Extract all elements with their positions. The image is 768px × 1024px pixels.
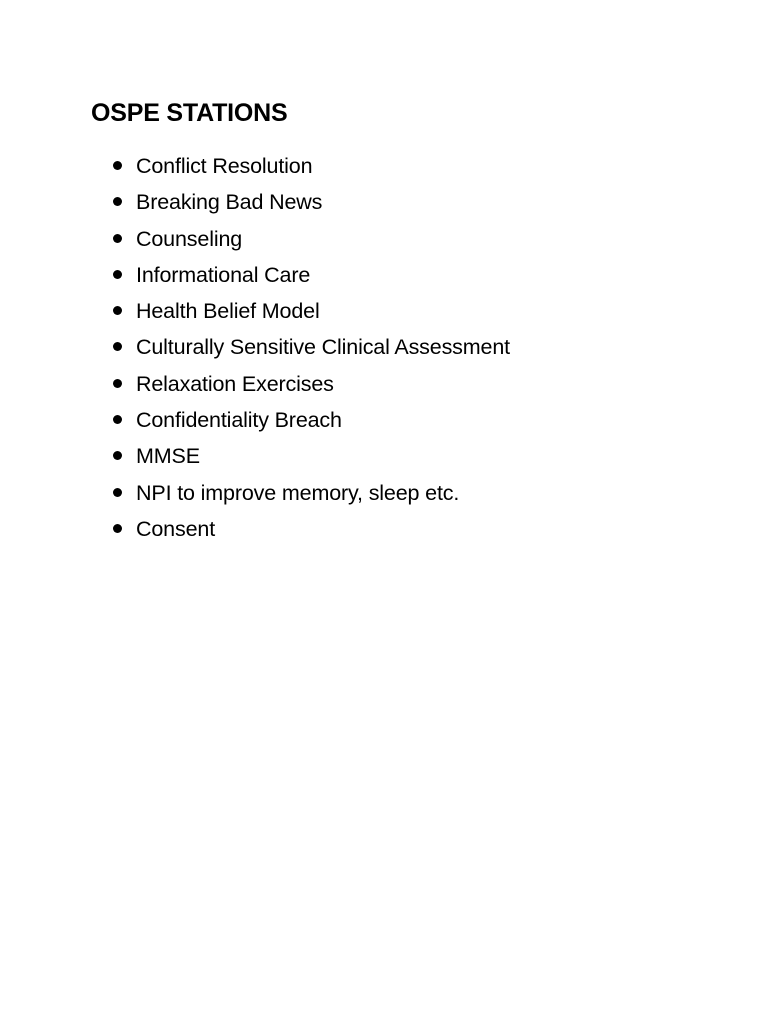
list-item-text: Relaxation Exercises (136, 371, 334, 396)
list-item-text: Confidentiality Breach (136, 408, 342, 433)
bullet-icon (113, 451, 122, 460)
bullet-icon (113, 161, 122, 170)
list-item-text: Culturally Sensitive Clinical Assessment (136, 335, 510, 360)
list-item-text: Breaking Bad News (136, 190, 323, 215)
list-item-text: Conflict Resolution (136, 154, 313, 178)
list-item-text: Consent (136, 516, 216, 541)
bullet-icon (113, 488, 122, 497)
list-item-text: Counseling (136, 226, 243, 251)
document-title: OSPE STATIONS (91, 99, 288, 127)
list-item-text: Informational Care (136, 262, 311, 287)
bullet-icon (113, 524, 122, 533)
bullet-icon (113, 415, 122, 424)
bullet-icon (113, 306, 122, 315)
bullet-icon (113, 342, 122, 351)
list-item-text: NPI to improve memory, sleep etc. (136, 480, 460, 505)
bullet-icon (113, 197, 122, 206)
bullet-icon (113, 270, 122, 279)
bullet-icon (113, 379, 122, 388)
list-item-text: Health Belief Model (136, 299, 320, 324)
bullet-icon (113, 234, 122, 243)
list-item-text: MMSE (136, 444, 200, 469)
